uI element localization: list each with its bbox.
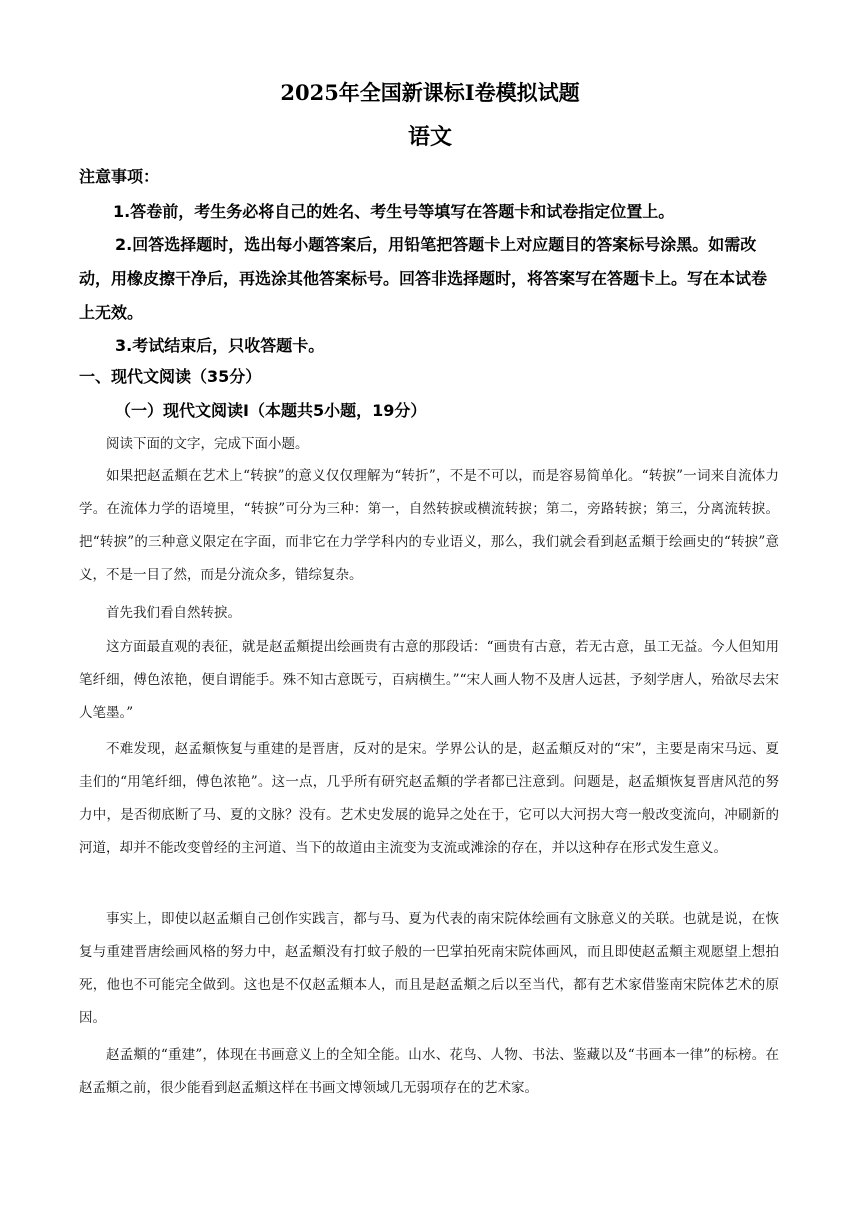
passage-paragraph-5: 事实上，即使以赵孟頫自己创作实践言，都与马、夏为代表的南宋院体绘画有文脉意义的关联。也就是说，在恢复与重建晋唐绘画风格的努力中，赵孟頫没有打蚊子般的一巴掌拍死南宋院体画风，而且即使赵孟頫主观愿望上想拍死，他也不可能完全做到。这也是不仅赵孟頫本人，而且是赵孟頫之后以至当代，都有艺术家借鉴南宋院体艺术的原因。 (79, 911, 779, 1026)
passage-paragraph-1: 如果把赵孟頫在艺术上“转捩”的意义仅仅理解为“转折”，不是不可以，而是容易简单化。“转捩”一词来自流体力学。在流体力学的语境里，“转捩”可分为三种：第一，自然转捩或横流转捩；第二，旁路转捩；第三，分离流转捩。把“转捩”的三种意义限定在字面，而非它在力学学科内的专业语义，那么，我们就会看到赵孟頫于绘画史的“转捩”意义，不是一目了然，而是分流众多，错综复杂。 (79, 468, 779, 583)
passage-paragraph-3: 这方面最直观的表征，就是赵孟頫提出绘画贵有古意的那段话：“画贵有古意，若无古意，虽工无益。今人但知用笔纤细，傅色浓艳，便自谓能手。殊不知古意既亏，百病横生。”“宋人画人物不及唐人远甚，予刻学唐人，殆欲尽去宋人笔墨。” (79, 639, 779, 721)
exam-title: 2025年全国新课标Ⅰ卷模拟试题 (280, 80, 580, 105)
section-title: 一、现代文阅读（35分） (79, 367, 262, 386)
reading-instruction: 阅读下面的文字，完成下面小题。 (106, 436, 309, 452)
note-item-3: 3.考试结束后，只收答题卡。 (115, 336, 325, 355)
passage-paragraph-6: 赵孟頫的“重建”，体现在书画意义上的全知全能。山水、花鸟、人物、书法、鉴藏以及“书画本一律”的标榜。在赵孟頫之前，很少能看到赵孟頫这样在书画文博领域几无弱项存在的艺术家。 (79, 1047, 779, 1096)
subject-title: 语文 (407, 124, 452, 150)
note-item-2: 2.回答选择题时，选出每小题答案后，用铅笔把答题卡上对应题目的答案标号涂黑。如需改动，用橡皮擦干净后，再选涂其他答案标号。回答非选择题时，将答案写在答题卡上。写在本试卷上无效。 (79, 235, 768, 322)
passage-paragraph-4: 不难发现，赵孟頫恢复与重建的是晋唐，反对的是宋。学界公认的是，赵孟頫反对的“宋”，主要是南宋马远、夏圭们的“用笔纤细，傅色浓艳”。这一点，几乎所有研究赵孟頫的学者都已注意到。问题是，赵孟頫恢复晋唐风范的努力中，是否彻底断了马、夏的文脉？没有。艺术史发展的诡异之处在于，它可以大河拐大弯一般改变流向，冲刷新的河道，却并不能改变曾经的主河道、当下的故道由主流变为支流或滩涂的存在，并以这种存在形式发生意义。 (79, 741, 779, 856)
passage-paragraph-2: 首先我们看自然转捩。 (106, 605, 241, 621)
subsection-title: （一）现代文阅读Ⅰ（本题共5小题，19分） (115, 401, 427, 420)
note-item-1: 1.答卷前，考生务必将自己的姓名、考生号等填写在答题卡和试卷指定位置上。 (113, 202, 675, 221)
notes-heading: 注意事项： (79, 167, 160, 186)
